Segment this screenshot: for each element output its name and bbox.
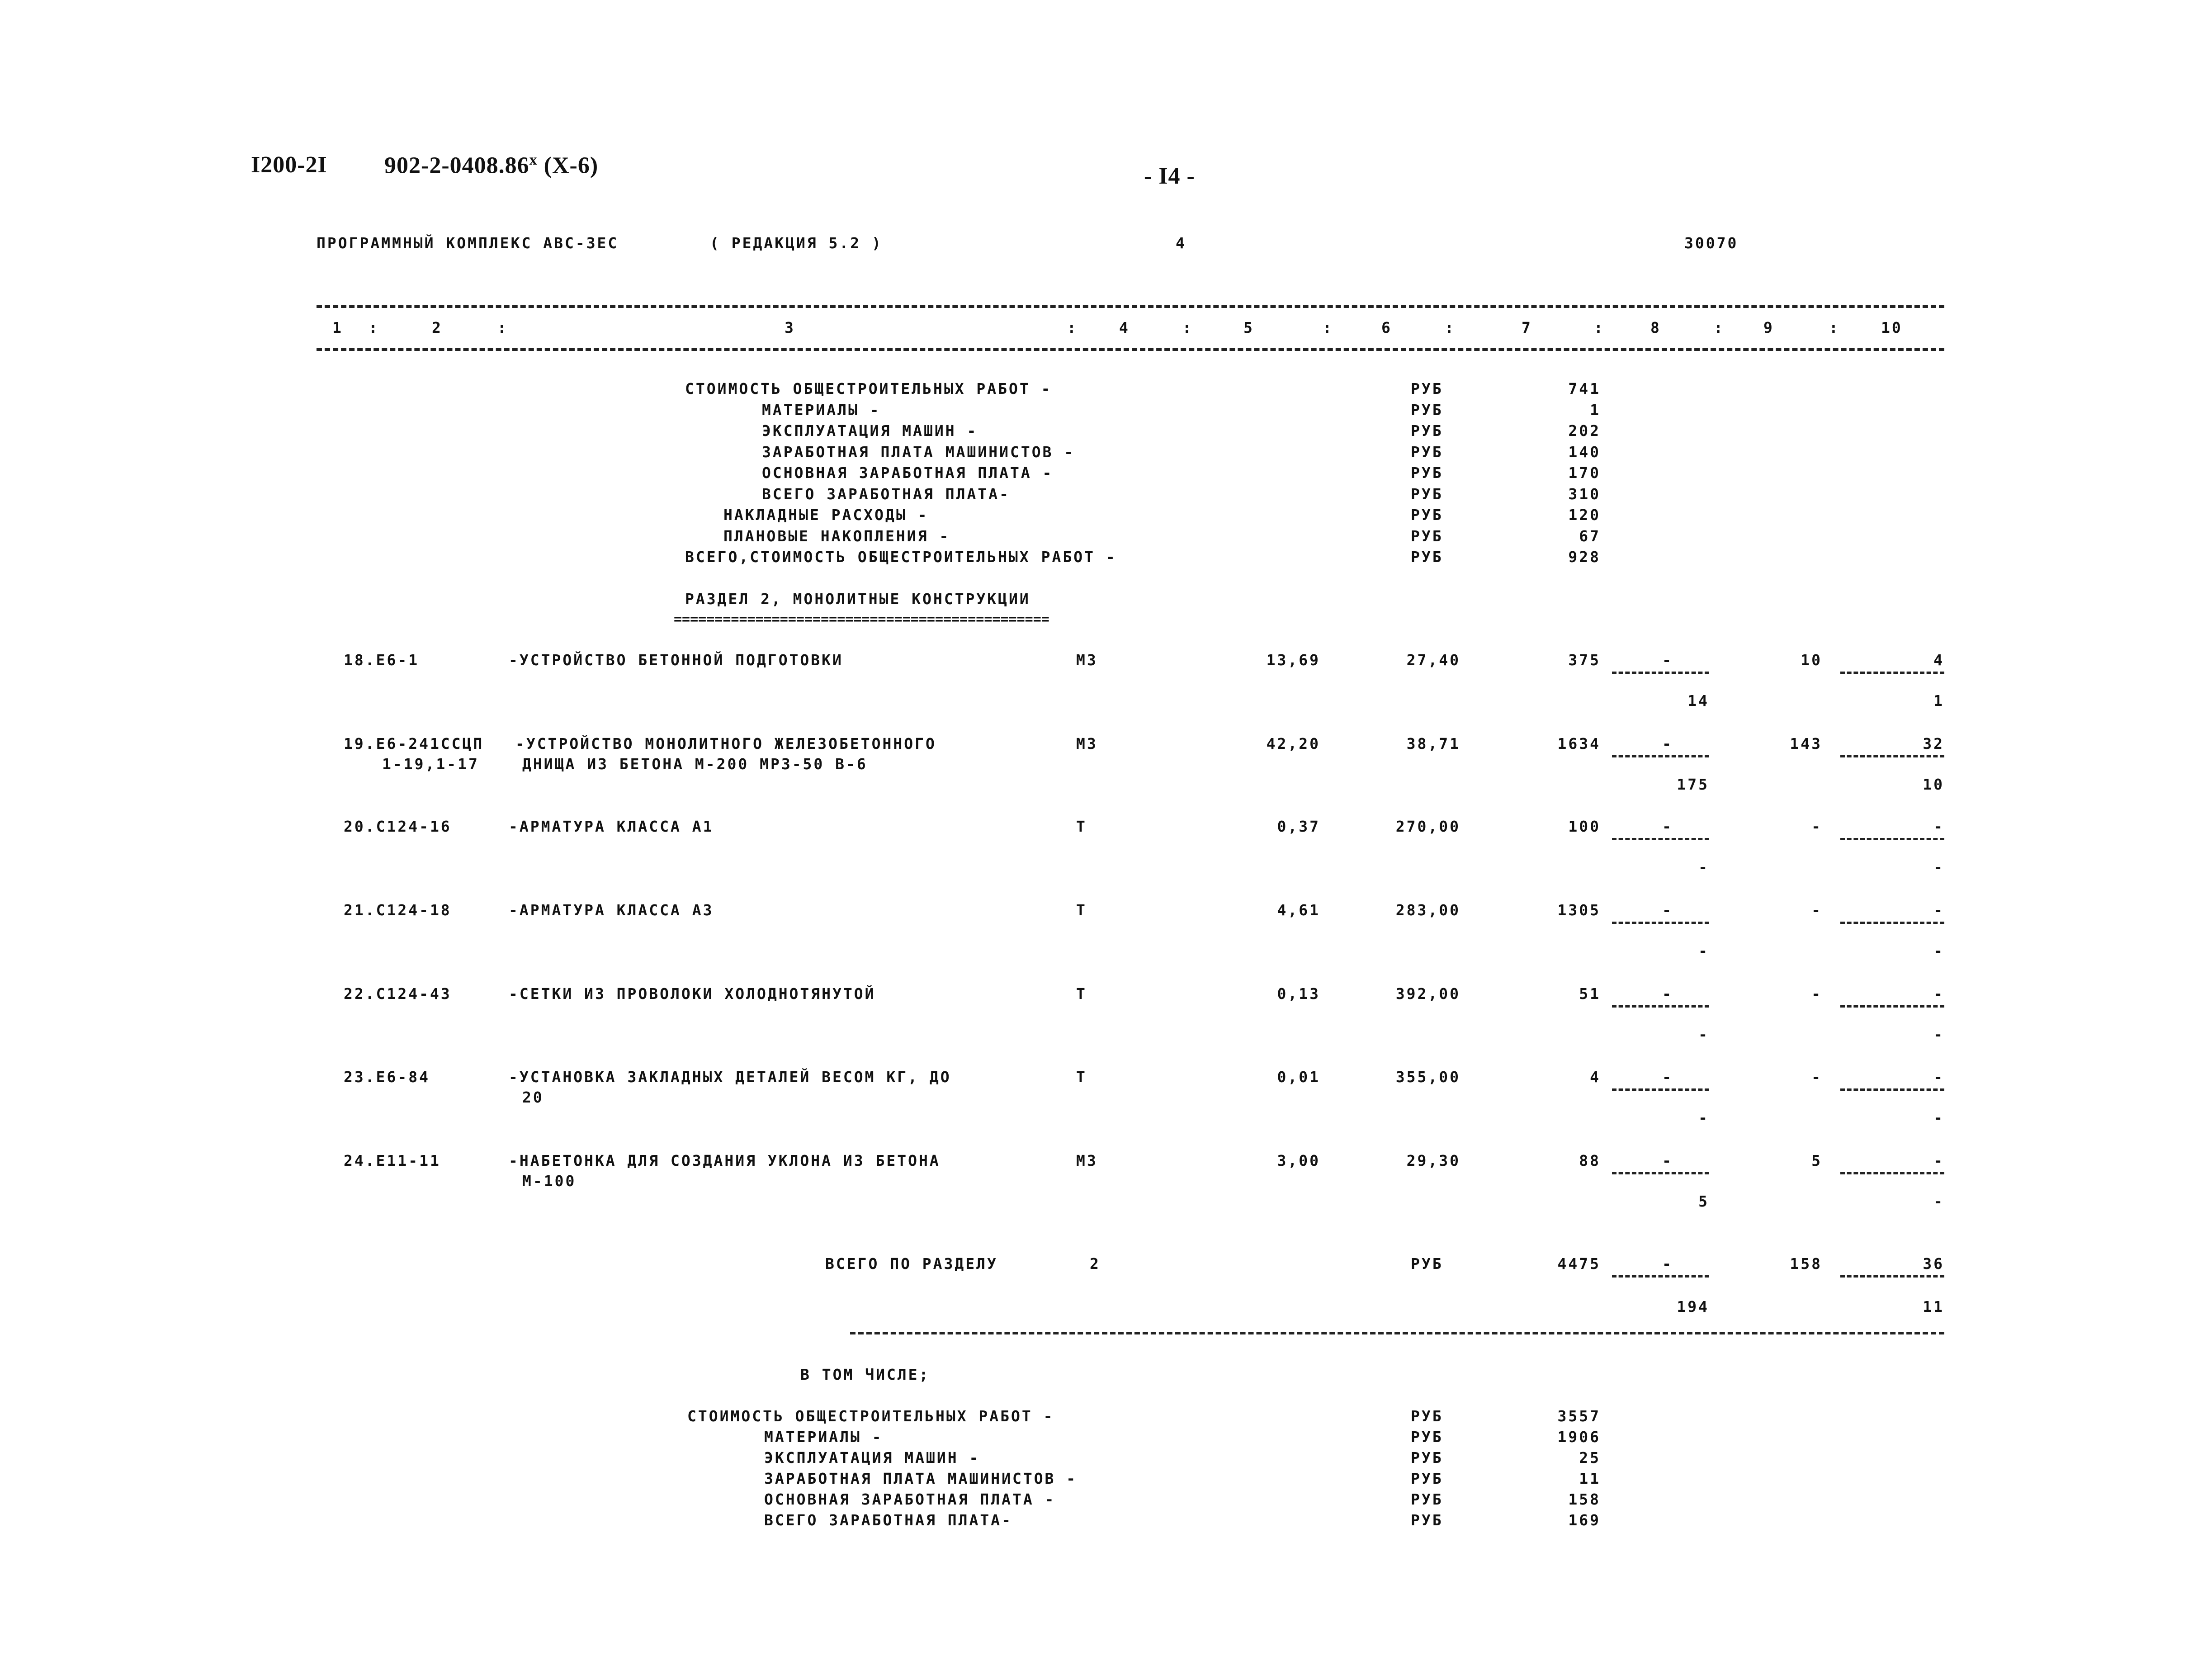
summary-value: 25 bbox=[1579, 1449, 1601, 1467]
total-col8-top: - bbox=[1662, 1255, 1673, 1273]
column-header-cell: 6 bbox=[1381, 319, 1392, 336]
summary-label: ВСЕГО ЗАРАБОТНАЯ ПЛАТА- bbox=[762, 485, 1010, 503]
row-col9: - bbox=[1811, 901, 1822, 919]
summary-label: ЭКСПЛУАТАЦИЯ МАШИН - bbox=[762, 422, 978, 440]
summary-unit: РУБ bbox=[1411, 527, 1443, 545]
summary-label: ОСНОВНАЯ ЗАРАБОТНАЯ ПЛАТА - bbox=[762, 464, 1054, 482]
total-label: ВСЕГО ПО РАЗДЕЛУ bbox=[825, 1255, 998, 1273]
row-quantity: 13,69 bbox=[1266, 651, 1320, 669]
row-col9: 5 bbox=[1811, 1152, 1822, 1169]
row-col8-rule bbox=[1612, 755, 1709, 757]
row-quantity: 4,61 bbox=[1277, 901, 1320, 919]
row-description-line2: М-100 bbox=[522, 1172, 577, 1190]
row-total: 51 bbox=[1579, 985, 1601, 1003]
row-col10-top: 4 bbox=[1933, 651, 1944, 669]
row-description-line2: ДНИЩА ИЗ БЕТОНА М-200 МРЗ-50 В-6 bbox=[522, 755, 868, 773]
row-col8-bottom: - bbox=[1698, 1109, 1709, 1126]
row-col10-rule bbox=[1840, 755, 1944, 757]
row-description: -УСТРОЙСТВО МОНОЛИТНОГО ЖЕЛЕЗОБЕТОННОГО bbox=[515, 735, 936, 752]
row-total: 1305 bbox=[1557, 901, 1601, 919]
summary-unit: РУБ bbox=[1411, 443, 1443, 461]
summary-value: 140 bbox=[1568, 443, 1601, 461]
row-col8-bottom: - bbox=[1698, 858, 1709, 876]
row-col9: 10 bbox=[1801, 651, 1822, 669]
column-header-cell: 9 bbox=[1763, 319, 1774, 336]
row-col8-bottom: - bbox=[1698, 1026, 1709, 1043]
row-col8-bottom: 175 bbox=[1677, 776, 1709, 793]
project-suffix: (X-6) bbox=[544, 152, 599, 179]
summary-unit: РУБ bbox=[1411, 401, 1443, 419]
program-num2: 30070 bbox=[1684, 234, 1739, 252]
row-quantity: 0,01 bbox=[1277, 1068, 1320, 1086]
row-col8-bottom: 14 bbox=[1687, 692, 1709, 710]
row-col10-rule bbox=[1840, 1088, 1944, 1091]
row-description: -АРМАТУРА КЛАССА А3 bbox=[509, 901, 714, 919]
row-col8-rule bbox=[1612, 1172, 1709, 1174]
summary-value: 11 bbox=[1579, 1470, 1601, 1487]
row-col8-top: - bbox=[1662, 1152, 1673, 1169]
total-col8-rule bbox=[1612, 1275, 1709, 1278]
row-col10-top: 32 bbox=[1923, 735, 1944, 752]
summary-value: 1906 bbox=[1557, 1428, 1601, 1446]
row-col10-bottom: - bbox=[1933, 1026, 1944, 1043]
row-col8-top: - bbox=[1662, 901, 1673, 919]
program-edition: ( РЕДАКЦИЯ 5.2 ) bbox=[710, 234, 883, 252]
total-section-number: 2 bbox=[1090, 1255, 1101, 1273]
row-col10-top: - bbox=[1933, 1068, 1944, 1086]
row-col10-top: - bbox=[1933, 1152, 1944, 1169]
row-col8-rule bbox=[1612, 922, 1709, 924]
summary-unit: РУБ bbox=[1411, 1490, 1443, 1508]
summary-label: МАТЕРИАЛЫ - bbox=[762, 401, 881, 419]
summary-label: ВСЕГО,СТОИМОСТЬ ОБЩЕСТРОИТЕЛЬНЫХ РАБОТ - bbox=[685, 548, 1117, 566]
summary-value: 67 bbox=[1579, 527, 1601, 545]
row-col10-top: - bbox=[1933, 985, 1944, 1003]
row-col10-rule bbox=[1840, 672, 1944, 674]
row-col8-top: - bbox=[1662, 818, 1673, 835]
row-code: 22.С124-43 bbox=[344, 985, 452, 1003]
row-unit: М3 bbox=[1076, 651, 1098, 669]
row-col10-bottom: - bbox=[1933, 1109, 1944, 1126]
row-price: 355,00 bbox=[1395, 1068, 1460, 1086]
column-header-cell: : bbox=[1182, 319, 1193, 336]
column-header-cell: : bbox=[1067, 319, 1078, 336]
row-code: 21.С124-18 bbox=[344, 901, 452, 919]
row-col8-rule bbox=[1612, 1005, 1709, 1008]
column-header-cell: : bbox=[1594, 319, 1605, 336]
total-col8-bottom: 194 bbox=[1677, 1298, 1709, 1315]
row-unit: М3 bbox=[1076, 735, 1098, 752]
header-rule-bottom bbox=[317, 348, 1944, 351]
row-col9: - bbox=[1811, 818, 1822, 835]
row-price: 392,00 bbox=[1395, 985, 1460, 1003]
summary-unit: РУБ bbox=[1411, 1470, 1443, 1487]
row-col10-rule bbox=[1840, 1005, 1944, 1008]
row-col8-top: - bbox=[1662, 651, 1673, 669]
summary-value: 310 bbox=[1568, 485, 1601, 503]
doc-code: I200-2I bbox=[251, 152, 327, 178]
total-col9: 158 bbox=[1790, 1255, 1822, 1273]
row-col8-top: - bbox=[1662, 985, 1673, 1003]
row-description: -АРМАТУРА КЛАССА А1 bbox=[509, 818, 714, 835]
summary-label: СТОИМОСТЬ ОБЩЕСТРОИТЕЛЬНЫХ РАБОТ - bbox=[687, 1407, 1054, 1425]
row-unit: Т bbox=[1076, 818, 1087, 835]
row-price: 270,00 bbox=[1395, 818, 1460, 835]
summary-value: 1 bbox=[1590, 401, 1601, 419]
column-header-cell: 7 bbox=[1522, 319, 1532, 336]
column-header-cell: : bbox=[1714, 319, 1725, 336]
row-total: 88 bbox=[1579, 1152, 1601, 1169]
row-quantity: 42,20 bbox=[1266, 735, 1320, 752]
header-rule-top bbox=[317, 305, 1944, 308]
summary-label: ОСНОВНАЯ ЗАРАБОТНАЯ ПЛАТА - bbox=[764, 1490, 1056, 1508]
row-code: 20.С124-16 bbox=[344, 818, 452, 835]
row-col8-rule bbox=[1612, 672, 1709, 674]
row-unit: М3 bbox=[1076, 1152, 1098, 1169]
row-col8-rule bbox=[1612, 838, 1709, 840]
row-col10-top: - bbox=[1933, 901, 1944, 919]
row-total: 1634 bbox=[1557, 735, 1601, 752]
row-col10-rule bbox=[1840, 1172, 1944, 1174]
row-code: 23.Е6-84 bbox=[344, 1068, 430, 1086]
summary-unit: РУБ bbox=[1411, 506, 1443, 524]
summary-value: 120 bbox=[1568, 506, 1601, 524]
project-superscript: x bbox=[529, 151, 538, 168]
row-description-line2: 20 bbox=[522, 1088, 544, 1106]
row-unit: Т bbox=[1076, 1068, 1087, 1086]
row-code-line2: 1-19,1-17 bbox=[382, 755, 479, 773]
row-code: 18.Е6-1 bbox=[344, 651, 420, 669]
row-description: -УСТРОЙСТВО БЕТОННОЙ ПОДГОТОВКИ bbox=[509, 651, 843, 669]
program-title: ПРОГРАММНЫЙ КОМПЛЕКС АВС-ЗЕС bbox=[317, 234, 619, 252]
row-quantity: 0,37 bbox=[1277, 818, 1320, 835]
summary-value: 169 bbox=[1568, 1511, 1601, 1529]
column-header-cell: : bbox=[1445, 319, 1456, 336]
project-code bbox=[384, 151, 598, 179]
summary-label: ПЛАНОВЫЕ НАКОПЛЕНИЯ - bbox=[723, 527, 950, 545]
row-price: 38,71 bbox=[1406, 735, 1460, 752]
summary-unit: РУБ bbox=[1411, 1407, 1443, 1425]
column-header-cell: : bbox=[1829, 319, 1840, 336]
row-col10-top: - bbox=[1933, 818, 1944, 835]
total-unit: РУБ bbox=[1411, 1255, 1443, 1273]
summary-label: ЗАРАБОТНАЯ ПЛАТА МАШИНИСТОВ - bbox=[762, 443, 1075, 461]
summary-unit: РУБ bbox=[1411, 1511, 1443, 1529]
row-col8-top: - bbox=[1662, 1068, 1673, 1086]
summary-label: СТОИМОСТЬ ОБЩЕСТРОИТЕЛЬНЫХ РАБОТ - bbox=[685, 380, 1052, 397]
section-underline: ============================================== bbox=[674, 611, 1049, 627]
summary-label: ВСЕГО ЗАРАБОТНАЯ ПЛАТА- bbox=[764, 1511, 1012, 1529]
total-col10-top: 36 bbox=[1923, 1255, 1944, 1273]
row-description: -СЕТКИ ИЗ ПРОВОЛОКИ ХОЛОДНОТЯНУТОЙ bbox=[509, 985, 876, 1003]
total-sum: 4475 bbox=[1557, 1255, 1601, 1273]
summary-unit: РУБ bbox=[1411, 1449, 1443, 1467]
page-number: - I4 - bbox=[1144, 163, 1195, 189]
summary-value: 3557 bbox=[1557, 1407, 1601, 1425]
row-unit: Т bbox=[1076, 985, 1087, 1003]
summary-unit: РУБ bbox=[1411, 464, 1443, 482]
column-header-cell: 2 bbox=[432, 319, 443, 336]
row-col10-bottom: - bbox=[1933, 858, 1944, 876]
row-col10-bottom: - bbox=[1933, 1192, 1944, 1210]
program-num1: 4 bbox=[1176, 234, 1186, 252]
total-rule bbox=[850, 1332, 1944, 1334]
column-header-cell: : bbox=[1323, 319, 1333, 336]
row-col9: - bbox=[1811, 1068, 1822, 1086]
row-col10-rule bbox=[1840, 922, 1944, 924]
row-description: -НАБЕТОНКА ДЛЯ СОЗДАНИЯ УКЛОНА ИЗ БЕТОНА bbox=[509, 1152, 941, 1169]
row-col8-bottom: 5 bbox=[1698, 1192, 1709, 1210]
summary-label: НАКЛАДНЫЕ РАСХОДЫ - bbox=[723, 506, 929, 524]
row-col10-bottom: - bbox=[1933, 942, 1944, 960]
row-total: 375 bbox=[1568, 651, 1601, 669]
summary-unit: РУБ bbox=[1411, 548, 1443, 566]
summary-value: 202 bbox=[1568, 422, 1601, 440]
summary-value: 928 bbox=[1568, 548, 1601, 566]
row-col10-rule bbox=[1840, 838, 1944, 840]
row-col8-rule bbox=[1612, 1088, 1709, 1091]
column-header-cell: 4 bbox=[1119, 319, 1130, 336]
total-col10-rule bbox=[1840, 1275, 1944, 1278]
column-header-cell: : bbox=[497, 319, 508, 336]
row-unit: Т bbox=[1076, 901, 1087, 919]
row-total: 4 bbox=[1590, 1068, 1601, 1086]
column-header-cell: : bbox=[369, 319, 379, 336]
summary-value: 158 bbox=[1568, 1490, 1601, 1508]
summary-value: 170 bbox=[1568, 464, 1601, 482]
row-price: 29,30 bbox=[1406, 1152, 1460, 1169]
column-header-cell: 10 bbox=[1881, 319, 1903, 336]
summary-value: 741 bbox=[1568, 380, 1601, 397]
column-header-cell: 8 bbox=[1650, 319, 1661, 336]
row-col9: - bbox=[1811, 985, 1822, 1003]
row-description: -УСТАНОВКА ЗАКЛАДНЫХ ДЕТАЛЕЙ ВЕСОМ КГ, ДО bbox=[509, 1068, 951, 1086]
row-col8-bottom: - bbox=[1698, 942, 1709, 960]
row-code: 24.Е11-11 bbox=[344, 1152, 441, 1169]
row-col10-bottom: 10 bbox=[1923, 776, 1944, 793]
summary-unit: РУБ bbox=[1411, 422, 1443, 440]
section-title: РАЗДЕЛ 2, МОНОЛИТНЫЕ КОНСТРУКЦИИ bbox=[685, 590, 1030, 608]
summary-label: ЭКСПЛУАТАЦИЯ МАШИН - bbox=[764, 1449, 980, 1467]
row-price: 283,00 bbox=[1395, 901, 1460, 919]
column-header-cell: 1 bbox=[332, 319, 343, 336]
including-label: В ТОМ ЧИСЛЕ; bbox=[800, 1366, 930, 1383]
row-code: 19.Е6-241ССЦП bbox=[344, 735, 484, 752]
row-quantity: 0,13 bbox=[1277, 985, 1320, 1003]
row-col10-bottom: 1 bbox=[1933, 692, 1944, 710]
row-total: 100 bbox=[1568, 818, 1601, 835]
row-col8-top: - bbox=[1662, 735, 1673, 752]
column-header-cell: 3 bbox=[785, 319, 795, 336]
total-col10-bottom: 11 bbox=[1923, 1298, 1944, 1315]
summary-unit: РУБ bbox=[1411, 380, 1443, 397]
summary-unit: РУБ bbox=[1411, 1428, 1443, 1446]
row-col9: 143 bbox=[1790, 735, 1822, 752]
row-price: 27,40 bbox=[1406, 651, 1460, 669]
row-quantity: 3,00 bbox=[1277, 1152, 1320, 1169]
project-number: 902-2-0408.86 bbox=[384, 152, 529, 179]
summary-label: МАТЕРИАЛЫ - bbox=[764, 1428, 883, 1446]
column-header-cell: 5 bbox=[1243, 319, 1254, 336]
summary-label: ЗАРАБОТНАЯ ПЛАТА МАШИНИСТОВ - bbox=[764, 1470, 1078, 1487]
summary-unit: РУБ bbox=[1411, 485, 1443, 503]
